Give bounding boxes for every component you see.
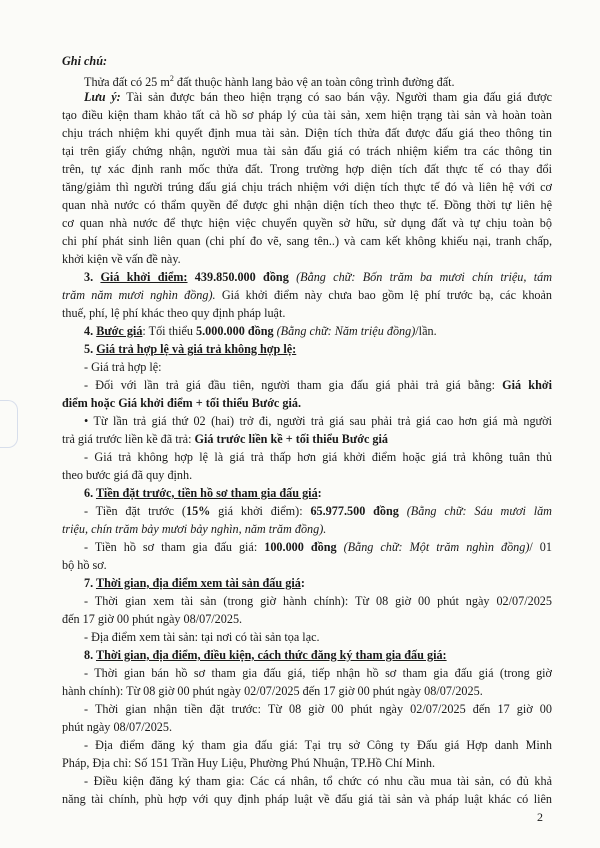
registration-place-line-1: - Địa điểm đăng ký tham gia đấu giá: Tại trụ sở Công ty Đấu giá Hợp danh Minh [84, 738, 552, 752]
invalid-bid-line-1: - Giá trả không hợp lệ là giá trả thấp hơn giá khởi điểm hoặc giá trả không tuân thủ [84, 450, 552, 464]
section-8-heading: 8. Thời gian, địa điểm, điều kiện, cách thức đăng ký tham gia đấu giá: [84, 648, 447, 662]
valid-bid-label: - Giá trả hợp lệ: [84, 360, 162, 374]
warning-line-1: Lưu ý: Tài sản được bán theo hiện trạng có sao bán vậy. Người tham gia đấu giá được [84, 90, 552, 104]
first-bid-line-1: - Đối với lần trả giá đầu tiên, người tham gia đấu giá phải trả giá bằng: Giá khởi [84, 378, 552, 392]
deposit-line-2: triệu, chín trăm bảy mươi bảy nghìn, năm trăm đồng). [62, 522, 327, 536]
area-note: Thửa đất có 25 $m^2$ đất thuộc hành lang bảo vệ an toàn công trình đường đất. [84, 74, 455, 90]
warning-line-2: tạo điều kiện tham khảo tất cả hồ sơ pháp lý của tài sản, xem hiện trạng tài sản và hoàn toàn [62, 108, 552, 122]
section-6-heading: 6. Tiền đặt trước, tiền hồ sơ tham gia đấu giá: [84, 486, 322, 500]
sale-time-line-1: - Thời gian bán hồ sơ tham gia đấu giá, tiếp nhận hồ sơ tham gia đấu giá (trong giờ [84, 666, 552, 680]
registration-condition-line-1: - Điều kiện đăng ký tham gia: Các cá nhân, tổ chức có nhu cầu mua tài sản, có đủ khả [84, 774, 552, 788]
deposit-line-1: - Tiền đặt trước (15% giá khởi điểm): 65.977.500 đồng (Bằng chữ: Sáu mươi lăm [84, 504, 552, 518]
sale-time-line-2: hành chính): Từ 08 giờ 00 phút ngày 02/07/2025 đến 17 giờ 00 phút ngày 08/07/2025. [62, 684, 483, 698]
section-3-title: Giá khởi điểm: [100, 270, 188, 284]
section-7-title: Thời gian, địa điểm xem tài sản đấu giá [95, 576, 301, 590]
warning-line-9: chi phí phát sinh liên quan (chi phí đo vẽ, sang tên..) và cam kết không khiếu nại, tranh chấp, [62, 234, 552, 248]
invalid-bid-line-2: theo bước giá đã quy định. [62, 468, 193, 482]
second-bid-line-2: trả giá trước liền kề đã trả: Giá trước liền kề + tối thiểu Bước giá [62, 432, 388, 446]
notes-heading: Ghi chú: [62, 54, 108, 68]
section-6-title: Tiền đặt trước, tiền hồ sơ tham gia đấu giá [95, 486, 318, 500]
section-5-heading: 5. Giá trả hợp lệ và giá trả không hợp lệ: [84, 342, 297, 356]
deposit-time-line-1: - Thời gian nhận tiền đặt trước: Từ 08 giờ 00 phút ngày 02/07/2025 đến 17 giờ 00 [84, 702, 552, 716]
second-bid-line-1: • Từ lần trả giá thứ 02 (hai) trở đi, người trả giá sau phải trả giá cao hơn giá mà người [84, 414, 552, 428]
registration-condition-line-2: năng tài chính, phù hợp với quy định pháp luật về đấu giá tài sản và pháp luật khác có liên [62, 792, 552, 806]
section-3-line-1: 3. Giá khởi điểm: 439.850.000 đồng (Bằng chữ: Bốn trăm ba mươi chín triệu, tám [84, 270, 552, 284]
page-number: 2 [537, 810, 543, 824]
warning-line-7: quan nhà nước có thẩm quyền để được ghi nhận diện tích theo thực tế. Đồng thời tự liên hệ [62, 198, 552, 212]
section-7-heading: 7. Thời gian, địa điểm xem tài sản đấu giá: [84, 576, 305, 590]
section-4-line: 4. Bước giá: Tối thiểu 5.000.000 đồng (Bằng chữ: Năm triệu đồng)/lần. [84, 324, 437, 338]
warning-line-3: chịu trách nhiệm khi quyết định mua tài sản. Diện tích thửa đất được đấu giá theo thông tin [62, 126, 552, 140]
warning-line-10: khởi kiện về vấn đề này. [62, 252, 181, 266]
deposit-time-line-2: phút ngày 08/07/2025. [62, 720, 173, 734]
section-4-title: Bước giá [96, 324, 143, 338]
warning-line-6: tăng/giảm thì người trúng đấu giá chịu trách nhiệm với diện tích thực tế đó và liên hệ với cơ [62, 180, 552, 194]
warning-line-4: tại trên giấy chứng nhận, người mua tài sản đấu giá có trách nhiệm kiểm tra các thông tin [62, 144, 552, 158]
viewing-time-line-1: - Thời gian xem tài sản (trong giờ hành chính): Từ 08 giờ 00 phút ngày 02/07/2025 [84, 594, 552, 608]
section-3-line-3: thuế, phí, lệ phí khác theo quy định pháp luật. [62, 306, 286, 320]
first-bid-line-2: điểm hoặc Giá khởi điểm + tối thiểu Bước giá. [62, 396, 302, 410]
viewing-place: - Địa điểm xem tài sản: tại nơi có tài sản tọa lạc. [84, 630, 320, 644]
section-3-line-2: trăm năm mươi nghìn đồng). Giá khởi điểm này chưa bao gồm lệ phí trước bạ, các khoản [62, 288, 552, 302]
section-8-title: Thời gian, địa điểm, điều kiện, cách thức đăng ký tham gia đấu giá: [95, 648, 447, 662]
edge-stamp-mark [0, 400, 18, 448]
registration-place-line-2: Pháp, Địa chỉ: Số 151 Trần Huy Liệu, Phường Phú Nhuận, TP.Hồ Chí Minh. [62, 756, 436, 770]
section-5-title: Giá trả hợp lệ và giá trả không hợp lệ: [96, 342, 297, 356]
fee-line-1: - Tiền hồ sơ tham gia đấu giá: 100.000 đồng (Bằng chữ: Một trăm nghìn đồng)/ 01 [84, 540, 552, 554]
viewing-time-line-2: đến 17 giờ 00 phút ngày 08/07/2025. [62, 612, 243, 626]
fee-line-2: bộ hồ sơ. [62, 558, 107, 572]
warning-line-5: trên, tự xác định ranh mốc thửa đất. Trong trường hợp diện tích đất thực tế có thay đổi [62, 162, 552, 176]
warning-line-8: cơ quan nhà nước để thực hiện việc chuyển quyền sở hữu, sử dụng đất và tự chịu toàn bộ [62, 216, 552, 230]
